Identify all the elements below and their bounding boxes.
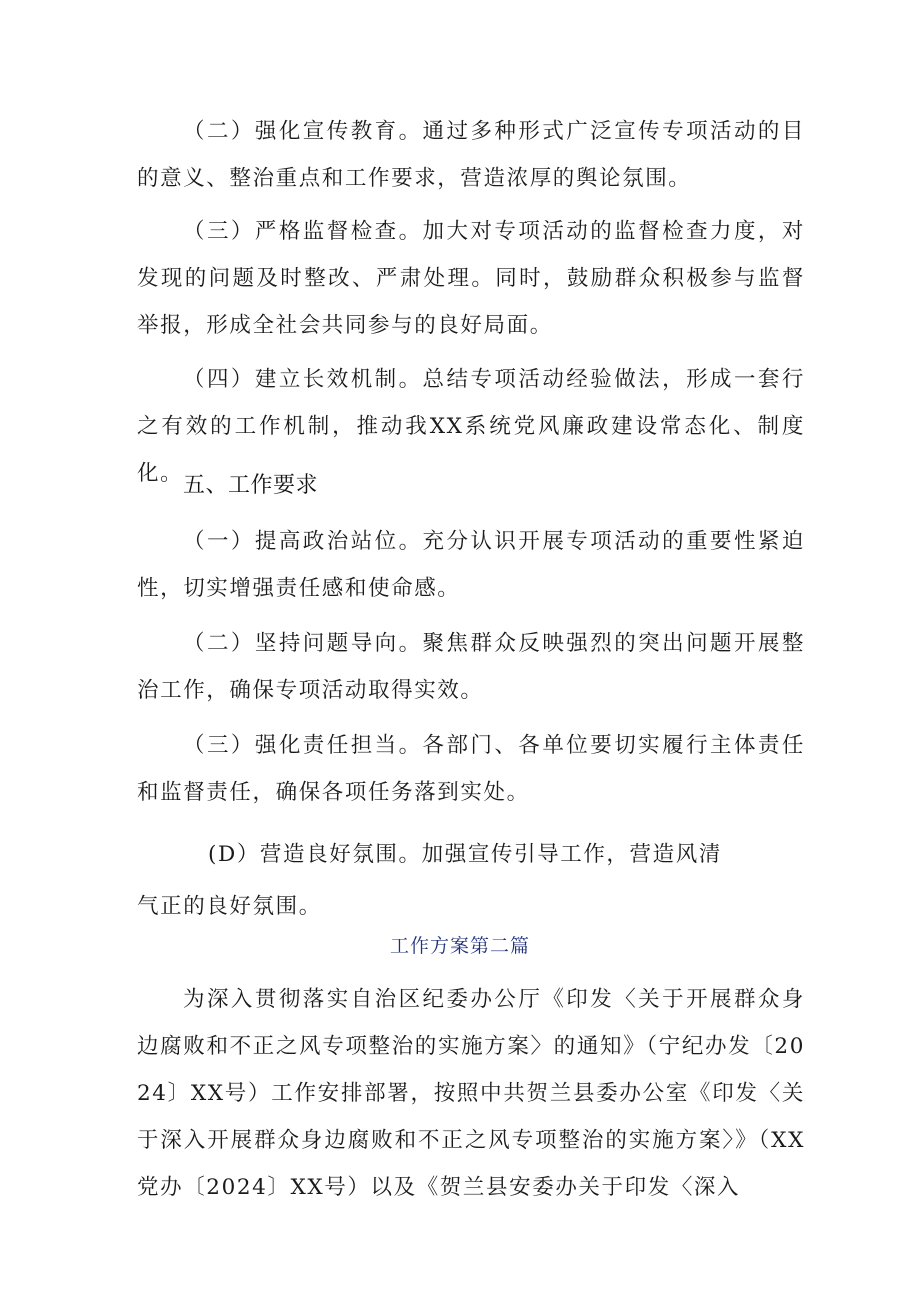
section-heading-work-requirements: 五、工作要求 — [183, 473, 319, 498]
second-plan-title: 工作方案第二篇 — [389, 935, 530, 957]
paragraph-publicity-education: （二）强化宣传教育。通过多种形式广泛宣传专项活动的目的意义、整治重点和工作要求，营造浓厚的舆论氛围。 — [137, 119, 805, 191]
paragraph-problem-orientation: （二）坚持问题导向。聚焦群众反映强烈的突出问题开展整治工作，确保专项活动取得实效。 — [137, 631, 805, 703]
paragraph-political-stance: （一）提高政治站位。充分认识开展专项活动的重要性紧迫性，切实增强责任感和使命感。 — [137, 529, 805, 601]
paragraph-responsibility: （三）强化责任担当。各部门、各单位要切实履行主体责任和监督责任，确保各项任务落到实处。 — [137, 733, 805, 805]
paragraph-long-term-mechanism: （四）建立长效机制。总结专项活动经验做法，形成一套行之有效的工作机制，推动我XX系统党风廉政建设常态化、制度化。 — [137, 367, 805, 486]
item-d-line-1: (D）营造良好氛围。加强宣传引导工作，营造风清 — [208, 842, 722, 867]
item-d-line-2: 气正的良好氛围。 — [137, 894, 322, 919]
paragraph-intro-second-plan: 为深入贯彻落实自治区纪委办公厅《印发〈关于开展群众身边腐败和不正之风专项整治的实施方案〉的通知》（宁纪办发〔2024〕XX号）工作安排部署，按照中共贺兰县委办公室《印发〈关于深入开展群众身边腐败和不正之风专项整治的实施方案〉》（XX党办〔2024〕XX号）以及《贺兰县安委办关于印发〈深入 — [137, 987, 805, 1200]
paragraph-supervision-inspection: （三）严格监督检查。加大对专项活动的监督检查力度，对发现的问题及时整改、严肃处理。同时，鼓励群众积极参与监督举报，形成全社会共同参与的良好局面。 — [137, 219, 805, 338]
